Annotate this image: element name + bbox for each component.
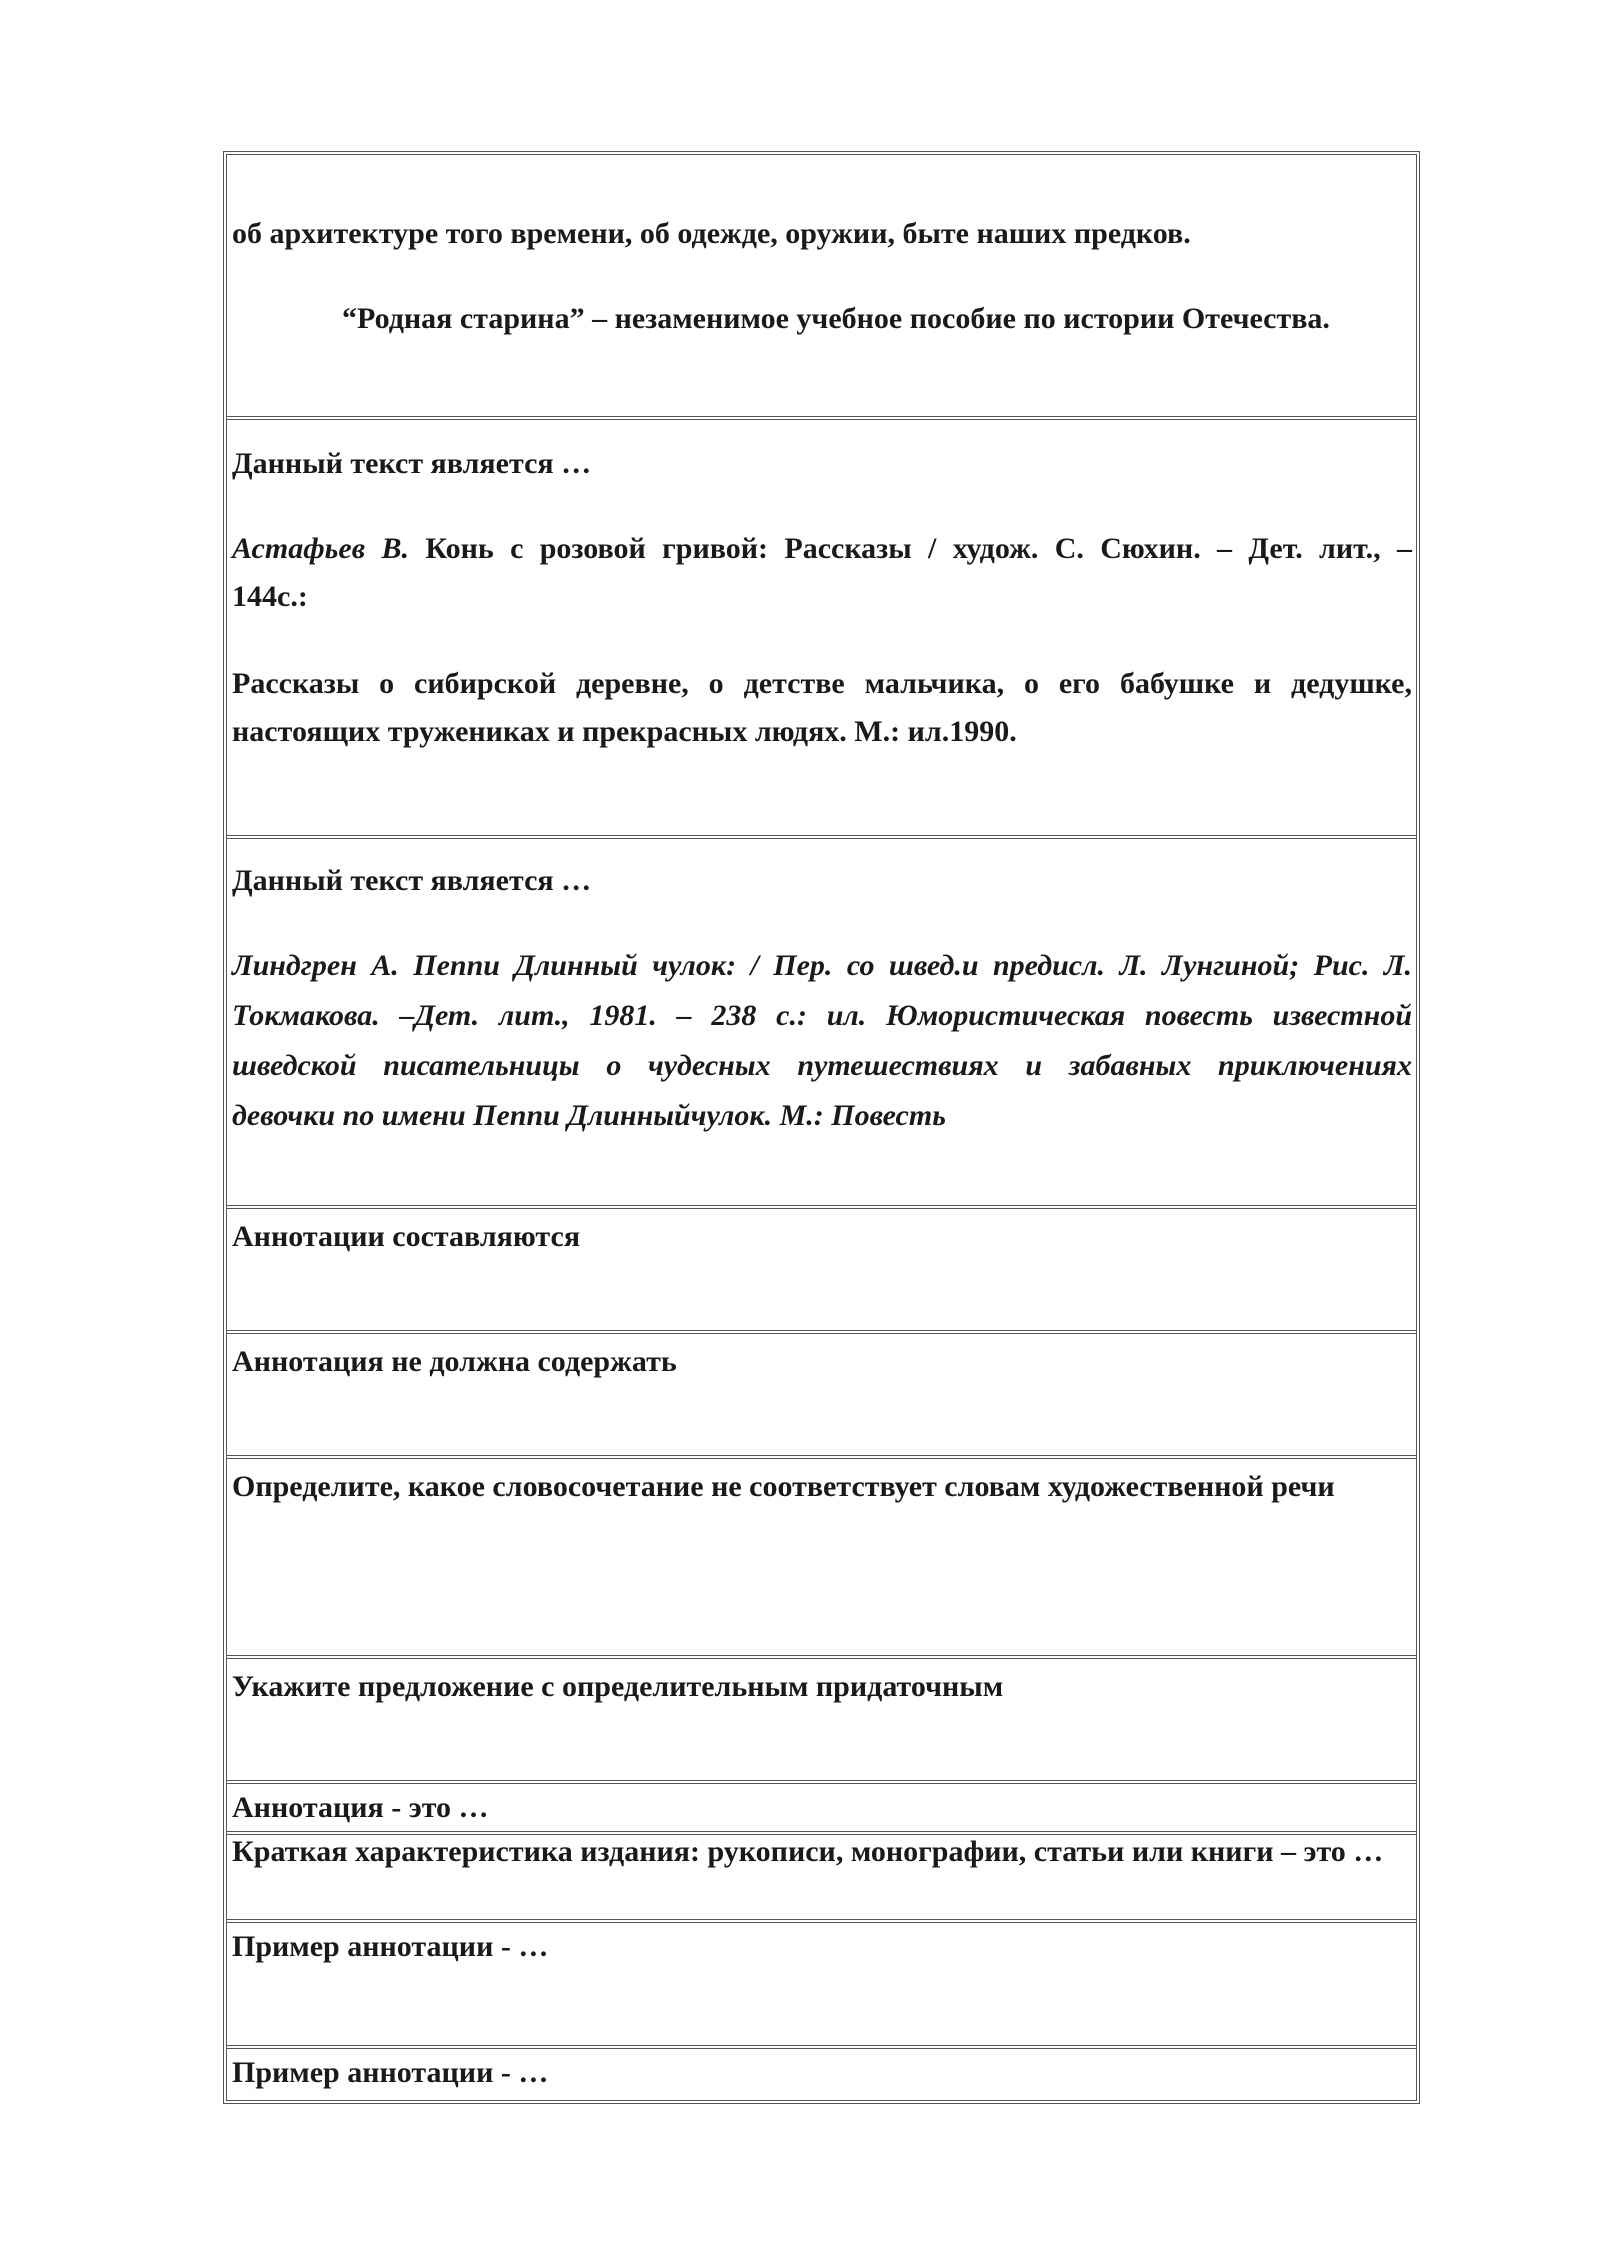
text-line: “Родная старина” – незаменимое учебное пособие по истории Отечества. xyxy=(342,302,1330,335)
table-row xyxy=(227,839,1416,1209)
table-row xyxy=(227,420,1416,839)
description-line: Рассказы о сибирской деревне, о детстве мальчика, о его бабушке и дедушке, xyxy=(232,667,1412,700)
question-text: Данный текст является … xyxy=(232,864,592,897)
text-line: об архитектуре того времени, об одежде, оружии, быте наших предков. xyxy=(232,217,1191,250)
table-row xyxy=(227,1459,1416,1659)
table-row xyxy=(227,1784,1416,1835)
table-row xyxy=(227,2049,1416,2100)
document-table xyxy=(223,151,1420,2104)
annotation-line: шведской писательницы о чудесных путешествиях и забавных приключениях xyxy=(232,1049,1412,1082)
question-text: Данный текст является … xyxy=(232,447,592,480)
question-text: Укажите предложение с определительным придаточным xyxy=(232,1670,1004,1703)
question-text: Пример аннотации - … xyxy=(232,2056,549,2089)
table-row xyxy=(227,155,1416,420)
annotation-line: Линдгрен А. Пеппи Длинный чулок: / Пер. со швед.и предисл. Л. Лунгиной; Рис. Л. xyxy=(232,949,1412,982)
table-row xyxy=(227,1334,1416,1459)
table-row xyxy=(227,1835,1416,1923)
question-text: Аннотация - это … xyxy=(232,1791,489,1824)
reference-line: 144с.: xyxy=(232,580,308,613)
table-row xyxy=(227,1659,1416,1784)
question-text: Определите, какое словосочетание не соответствует словам художественной речи xyxy=(232,1470,1335,1503)
question-text: Аннотация не должна содержать xyxy=(232,1345,677,1378)
question-text: Аннотации составляются xyxy=(232,1220,581,1253)
description-line: настоящих тружениках и прекрасных людях. М.: ил.1990. xyxy=(232,715,1017,748)
table-row xyxy=(227,1209,1416,1334)
annotation-line: Токмакова. –Дет. лит., 1981. – 238 с.: ил. Юмористическая повесть известной xyxy=(232,999,1412,1032)
table-row xyxy=(227,1923,1416,2049)
annotation-line: девочки по имени Пеппи Длинныйчулок. М.: Повесть xyxy=(232,1099,946,1132)
question-text: Краткая характеристика издания: рукописи, монографии, статьи или книги – это … xyxy=(232,1835,1384,1868)
question-text: Пример аннотации - … xyxy=(232,1930,549,1963)
reference-line xyxy=(232,525,1412,573)
reference-author: Астафьев В. xyxy=(232,532,409,565)
reference-title: Конь с розовой гривой: Рассказы / худож. С. Сюхин. – Дет. лит., – xyxy=(408,532,1412,565)
